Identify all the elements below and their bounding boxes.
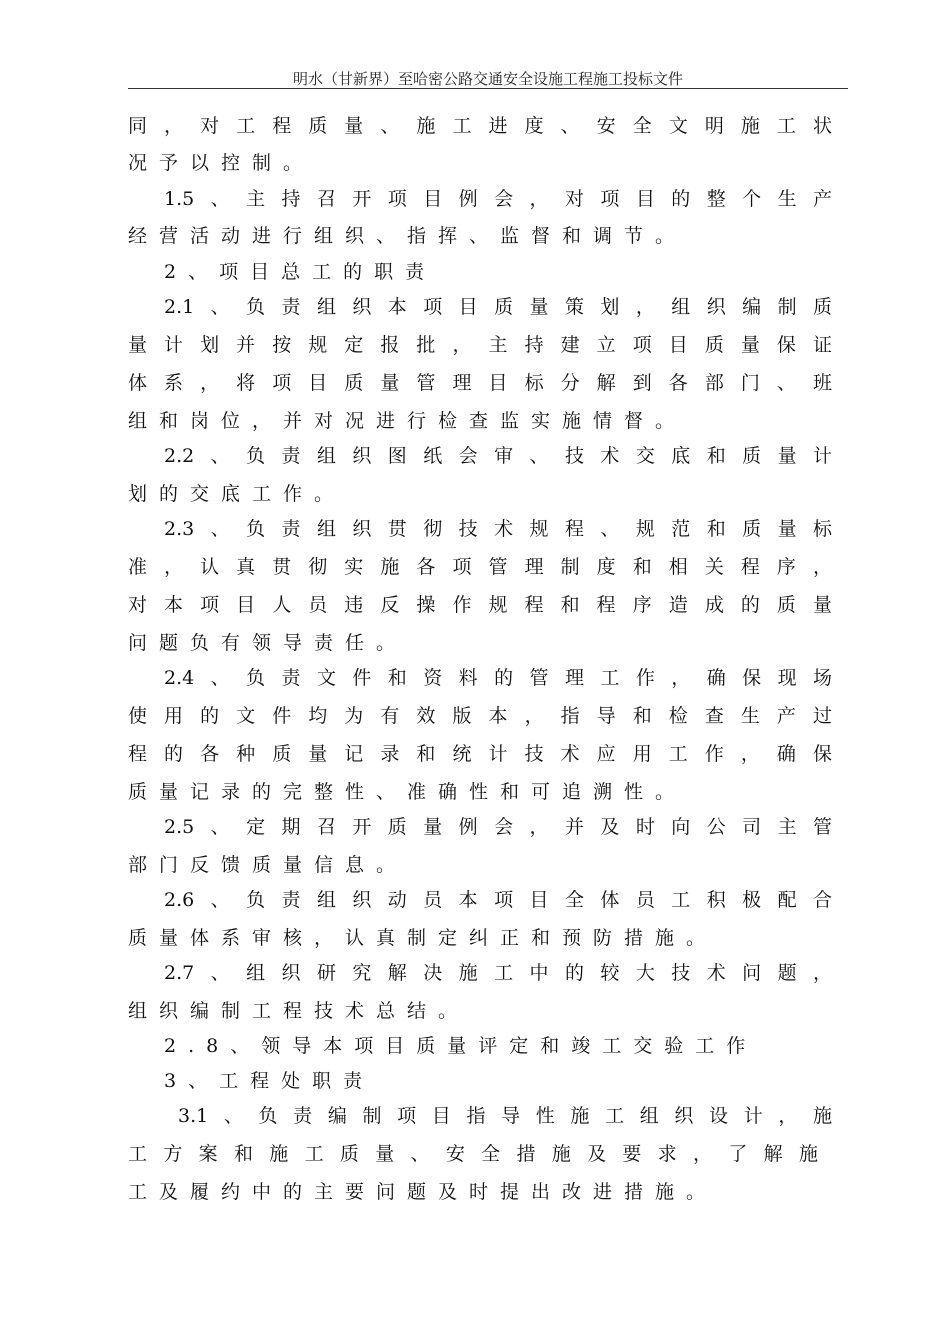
section-heading: 2、项目总工的职责 — [164, 261, 437, 283]
text-line: 程的各种质量记录和统计技术应用工作，确保 — [128, 743, 832, 765]
text-line: 2.1、负责组织本项目质量策划，组织编制质 — [164, 296, 832, 318]
text-line: 对本项目人员违反操作规程和程序造成的质量 — [128, 594, 832, 616]
text-line: 2.5、定期召开质量例会，并及时向公司主管 — [164, 816, 832, 838]
text-line: 3.1、负责编制项目指导性施工组织设计，施 — [178, 1105, 832, 1127]
text-line: 质量记录的完整性、准确性和可追溯性。 — [128, 781, 687, 803]
text-line: 2.3、负责组织贯彻技术规程、规范和质量标 — [164, 518, 832, 540]
header-rule — [128, 88, 848, 89]
text-line: 经营活动进行组织、指挥、监督和调节。 — [128, 225, 687, 247]
page-header-title: 明水（甘新界）至哈密公路交通安全设施工程施工投标文件 — [292, 70, 683, 88]
text-line: 问题负有领导责任。 — [128, 632, 408, 654]
text-line: 2.7、组织研究解决施工中的较大技术问题， — [164, 962, 832, 984]
text-line: 2.2、负责组织图纸会审、技术交底和质量计 — [164, 445, 832, 467]
text-line: 工方案和施工质量、安全措施及要求，了解施 — [128, 1143, 818, 1165]
text-line: 量计划并按规定报批，主持建立项目质量保证 — [128, 334, 832, 356]
text-line: 2.6、负责组织动员本项目全体员工积极配合 — [164, 889, 832, 911]
text-line: 2.4、负责文件和资料的管理工作，确保现场 — [164, 667, 832, 689]
text-line: 1.5、主持召开项目例会，对项目的整个生产 — [164, 188, 832, 210]
text-line: 2.8、领导本项目质量评定和竣工交验工作 — [164, 1035, 758, 1057]
text-line: 准，认真贯彻实施各项管理制度和相关程序， — [128, 556, 832, 578]
text-line: 使用的文件均为有效版本，指导和检查生产过 — [128, 705, 832, 727]
text-line: 同，对工程质量、施工进度、安全文明施工状 — [128, 115, 832, 137]
text-line: 部门反馈质量信息。 — [128, 854, 408, 876]
text-line: 组和岗位，并对况进行检查监实施情督。 — [128, 410, 687, 432]
text-line: 体系，将项目质量管理目标分解到各部门、班 — [128, 372, 832, 394]
section-heading: 3、工程处职责 — [164, 1070, 375, 1092]
text-line: 组织编制工程技术总结。 — [128, 1000, 470, 1022]
text-line: 况予以控制。 — [128, 152, 315, 174]
text-line: 划的交底工作。 — [128, 483, 346, 505]
text-line: 质量体系审核，认真制定纠正和预防措施。 — [128, 927, 718, 949]
text-line: 工及履约中的主要问题及时提出改进措施。 — [128, 1181, 718, 1203]
